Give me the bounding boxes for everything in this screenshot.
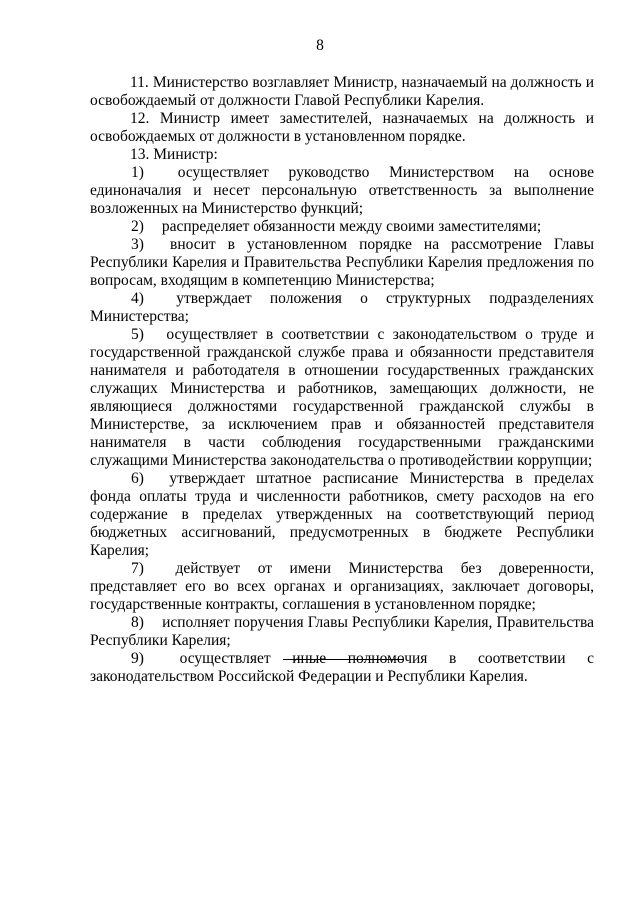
list-item-text: вносит в установленном порядке на рассмотрение Главы Республики Карелия и Правительства Республики Карелия предложения по вопросам, входящим в компетенцию Министерства; <box>90 236 595 289</box>
list-item-number: 5) <box>131 326 144 343</box>
list-item <box>90 326 594 470</box>
list-item-text: осуществляет в соответствии с законодательством о труде и государственной гражданской службе права и обязанности представителя нанимателя и работодателя в отношении государственных гражданских служащих Министерства и работников, замещающих должности, не являющиеся должностями государственной гражданской службы в Министерстве, за исключением прав и обязанностей представителя нанимателя в части соблюдения государственными гражданскими служащими Министерства законодательства о противодействии коррупции; <box>90 326 595 469</box>
list-item <box>90 290 594 326</box>
paragraph-13: 13. Министр: <box>130 146 218 163</box>
list-item-number: 4) <box>131 290 144 307</box>
list-item-text: осуществляет иные полномочия в соответствии с законодательством Российской Федерации и Республики Карелия. <box>90 650 595 685</box>
list-item-text: исполняет поручения Главы Республики Карелия, Правительства Республики Карелия; <box>90 614 595 649</box>
list-item-text: утверждает положения о структурных подразделениях Министерства; <box>90 290 595 325</box>
list-item-number: 8) <box>131 614 144 631</box>
list-item-number: 6) <box>131 470 144 487</box>
list-item <box>90 218 594 236</box>
list-item-number: 1) <box>131 164 144 181</box>
list-item-number: 7) <box>131 560 144 577</box>
list-item-text: распределяет обязанности между своими заместителями; <box>161 218 542 235</box>
list-item-text: осуществляет руководство Министерством на основе единоначалия и несет персональную ответственность за выполнение возложенных на Министерство функций; <box>90 164 595 217</box>
document-body <box>90 74 594 686</box>
paragraph-11: 11. Министерство возглавляет Министр, назначаемый на должность и освобождаемый от должности Главой Республики Карелия. <box>90 74 594 109</box>
end-divider <box>283 659 403 660</box>
list-item <box>90 560 594 614</box>
list-item <box>90 236 594 290</box>
list-item <box>90 164 594 218</box>
paragraph-12: 12. Министр имеет заместителей, назначаемых на должность и освобождаемых от должности в установленном порядке. <box>90 110 594 145</box>
list-item <box>90 614 594 650</box>
list-item-number: 9) <box>131 650 144 667</box>
list-item-number: 3) <box>131 236 144 253</box>
list-item-text: утверждает штатное расписание Министерства в пределах фонда оплаты труда и численности работников, смету расходов на его содержание в пределах утвержденных на соответствующий период бюджетных ассигнований, предусмотренных в бюджете Республики Карелия; <box>90 470 594 559</box>
page-number: 8 <box>316 37 324 54</box>
list-item <box>90 470 594 560</box>
list-item-number: 2) <box>131 218 144 235</box>
list-item <box>90 650 594 686</box>
list-item-text: действует от имени Министерства без доверенности, представляет его во всех органах и организациях, заключает договоры, государственные контракты, соглашения в установленном порядке; <box>90 560 594 613</box>
